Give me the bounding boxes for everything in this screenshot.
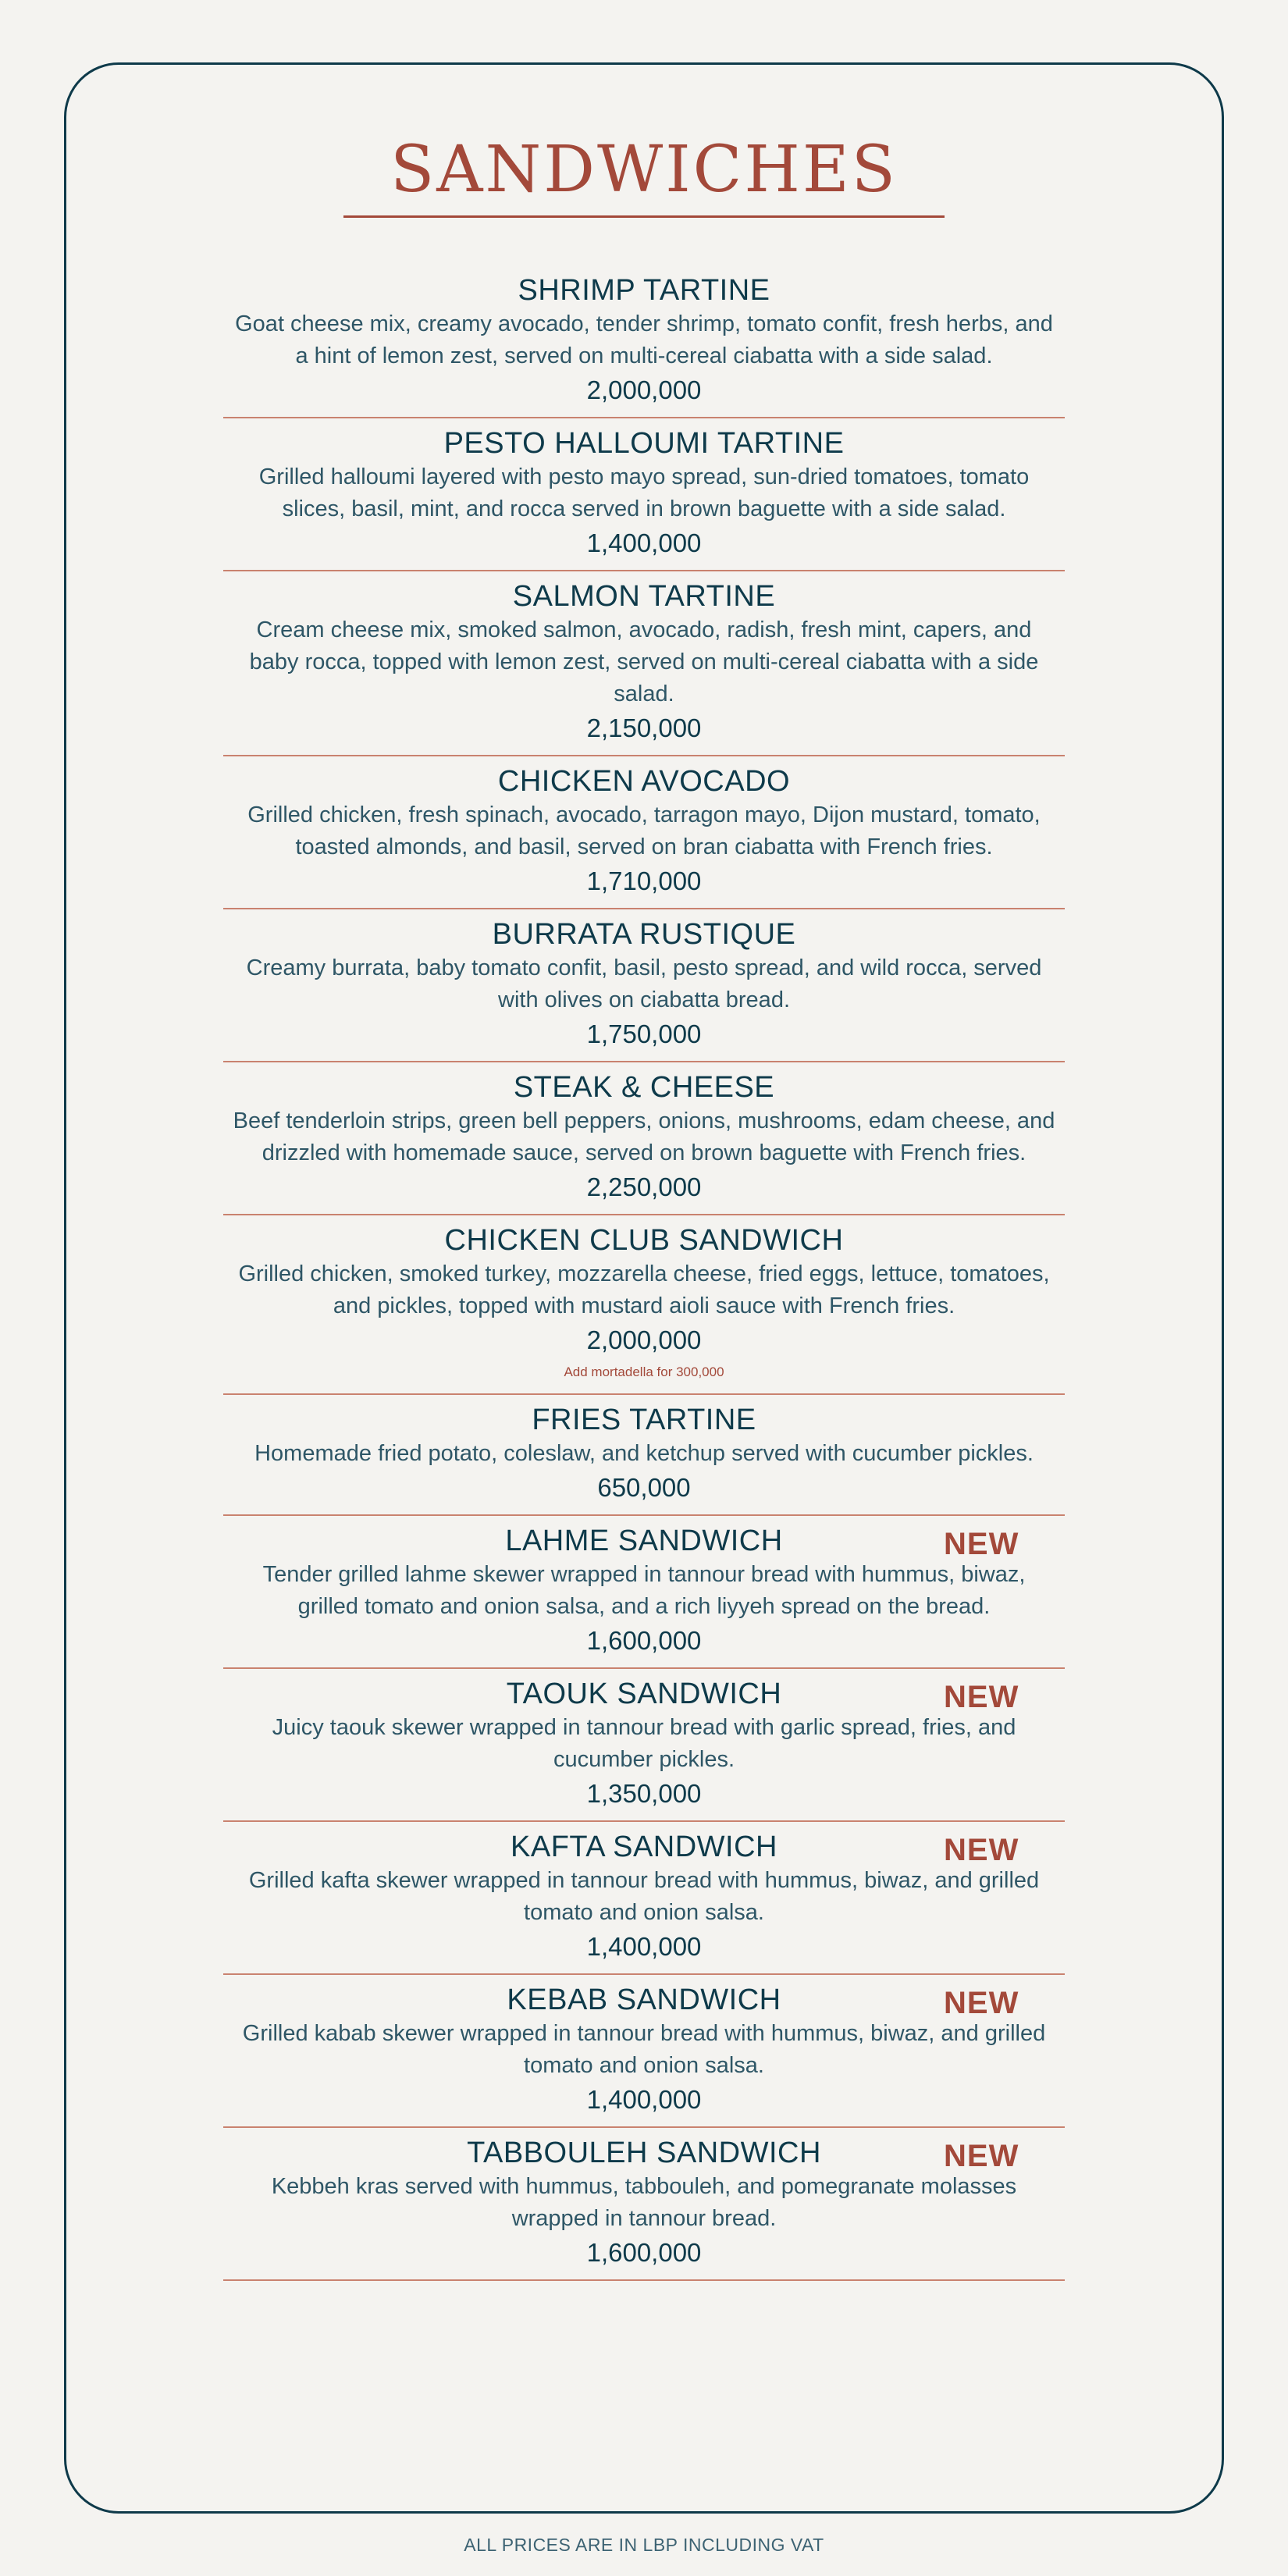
item-price: 1,400,000 — [586, 1932, 702, 1961]
item-price: 650,000 — [597, 1473, 691, 1502]
item-price: 2,000,000 — [586, 1325, 702, 1354]
item-price: 1,350,000 — [586, 1779, 702, 1808]
item-name: TAOUK SANDWICH — [506, 1678, 782, 1710]
menu-item — [223, 1516, 1065, 1669]
menu-item — [223, 571, 1065, 756]
item-description: Cream cheese mix, smoked salmon, avocado, radish, fresh mint, capers, and baby rocca, topped with lemon zest, served on multi-cereal ciabatta with a side salad. — [249, 617, 1039, 706]
item-price: 1,600,000 — [586, 2238, 702, 2267]
menu-item — [223, 265, 1065, 418]
new-badge: NEW — [944, 1833, 1019, 1867]
new-badge: NEW — [944, 2139, 1019, 2173]
menu-item — [223, 909, 1065, 1062]
footer-note: ALL PRICES ARE IN LBP INCLUDING VAT — [464, 2535, 824, 2555]
item-note: Add mortadella for 300,000 — [564, 1364, 724, 1379]
item-price: 1,600,000 — [586, 1626, 702, 1655]
item-description: Grilled kabab skewer wrapped in tannour bread with hummus, biwaz, and grilled tomato and onion salsa. — [242, 2021, 1046, 2078]
item-price: 2,250,000 — [586, 1172, 702, 1201]
menu-item — [223, 1395, 1065, 1516]
item-name: PESTO HALLOUMI TARTINE — [443, 427, 845, 460]
new-badge: NEW — [944, 1527, 1019, 1561]
item-price: 1,710,000 — [586, 866, 702, 895]
item-name: LAHME SANDWICH — [505, 1525, 783, 1557]
new-badge: NEW — [944, 1680, 1019, 1714]
item-name: SALMON TARTINE — [512, 580, 776, 613]
item-name: SHRIMP TARTINE — [518, 274, 770, 307]
item-name: TABBOULEH SANDWICH — [467, 2137, 821, 2169]
item-name: CHICKEN CLUB SANDWICH — [444, 1224, 844, 1257]
item-description: Grilled chicken, fresh spinach, avocado, tarragon mayo, Dijon mustard, tomato, toasted almonds, and basil, served on bran ciabatta with French fries. — [247, 802, 1041, 859]
menu-item — [223, 1215, 1065, 1395]
item-description: Grilled kafta skewer wrapped in tannour bread with hummus, biwaz, and grilled tomato and onion salsa. — [248, 1868, 1040, 1925]
menu-item — [223, 1822, 1065, 1975]
item-name: CHICKEN AVOCADO — [497, 765, 791, 798]
item-price: 1,400,000 — [586, 2085, 702, 2114]
item-price: 2,150,000 — [586, 713, 702, 742]
menu-item — [223, 1669, 1065, 1822]
item-price: 1,400,000 — [586, 528, 702, 557]
menu-item — [223, 1975, 1065, 2128]
menu-item — [223, 756, 1065, 909]
menu-item — [223, 418, 1065, 571]
item-description: Homemade fried potato, coleslaw, and ketchup served with cucumber pickles. — [254, 1441, 1034, 1466]
new-badge: NEW — [944, 1986, 1019, 2020]
item-description: Goat cheese mix, creamy avocado, tender shrimp, tomato confit, fresh herbs, and a hint of lemon zest, served on multi-cereal ciabatta with a side salad. — [235, 311, 1053, 368]
menu-title: SANDWICHES — [390, 133, 898, 207]
item-price: 1,750,000 — [586, 1019, 702, 1048]
item-name: KAFTA SANDWICH — [511, 1831, 777, 1863]
item-name: BURRATA RUSTIQUE — [492, 918, 796, 951]
item-name: FRIES TARTINE — [532, 1404, 756, 1436]
item-name: STEAK & CHEESE — [513, 1071, 775, 1104]
item-description: Beef tenderloin strips, green bell peppers, onions, mushrooms, edam cheese, and drizzled with homemade sauce, served on brown baguette with French fries. — [233, 1108, 1055, 1165]
menu-item — [223, 1062, 1065, 1215]
item-name: KEBAB SANDWICH — [507, 1984, 781, 2016]
item-description: Tender grilled lahme skewer wrapped in tannour bread with hummus, biwaz, grilled tomato and onion salsa, and a rich liyyeh spread on the bread. — [262, 1562, 1026, 1619]
item-description: Creamy burrata, baby tomato confit, basil, pesto spread, and wild rocca, served with olives on ciabatta bread. — [246, 955, 1042, 1012]
menu-item — [223, 2128, 1065, 2281]
item-description: Grilled halloumi layered with pesto mayo spread, sun-dried tomatoes, tomato slices, basil, mint, and rocca served in brown baguette with a side salad. — [258, 464, 1030, 521]
item-description: Grilled chicken, smoked turkey, mozzarella cheese, fried eggs, lettuce, tomatoes, and pickles, topped with mustard aioli sauce with French fries. — [238, 1261, 1050, 1318]
item-description: Kebbeh kras served with hummus, tabbouleh, and pomegranate molasses wrapped in tannour bread. — [271, 2174, 1017, 2231]
item-price: 2,000,000 — [586, 375, 702, 404]
title-underline — [343, 215, 945, 218]
menu-item-list — [223, 265, 1065, 2281]
item-description: Juicy taouk skewer wrapped in tannour bread with garlic spread, fries, and cucumber pickles. — [272, 1715, 1016, 1772]
